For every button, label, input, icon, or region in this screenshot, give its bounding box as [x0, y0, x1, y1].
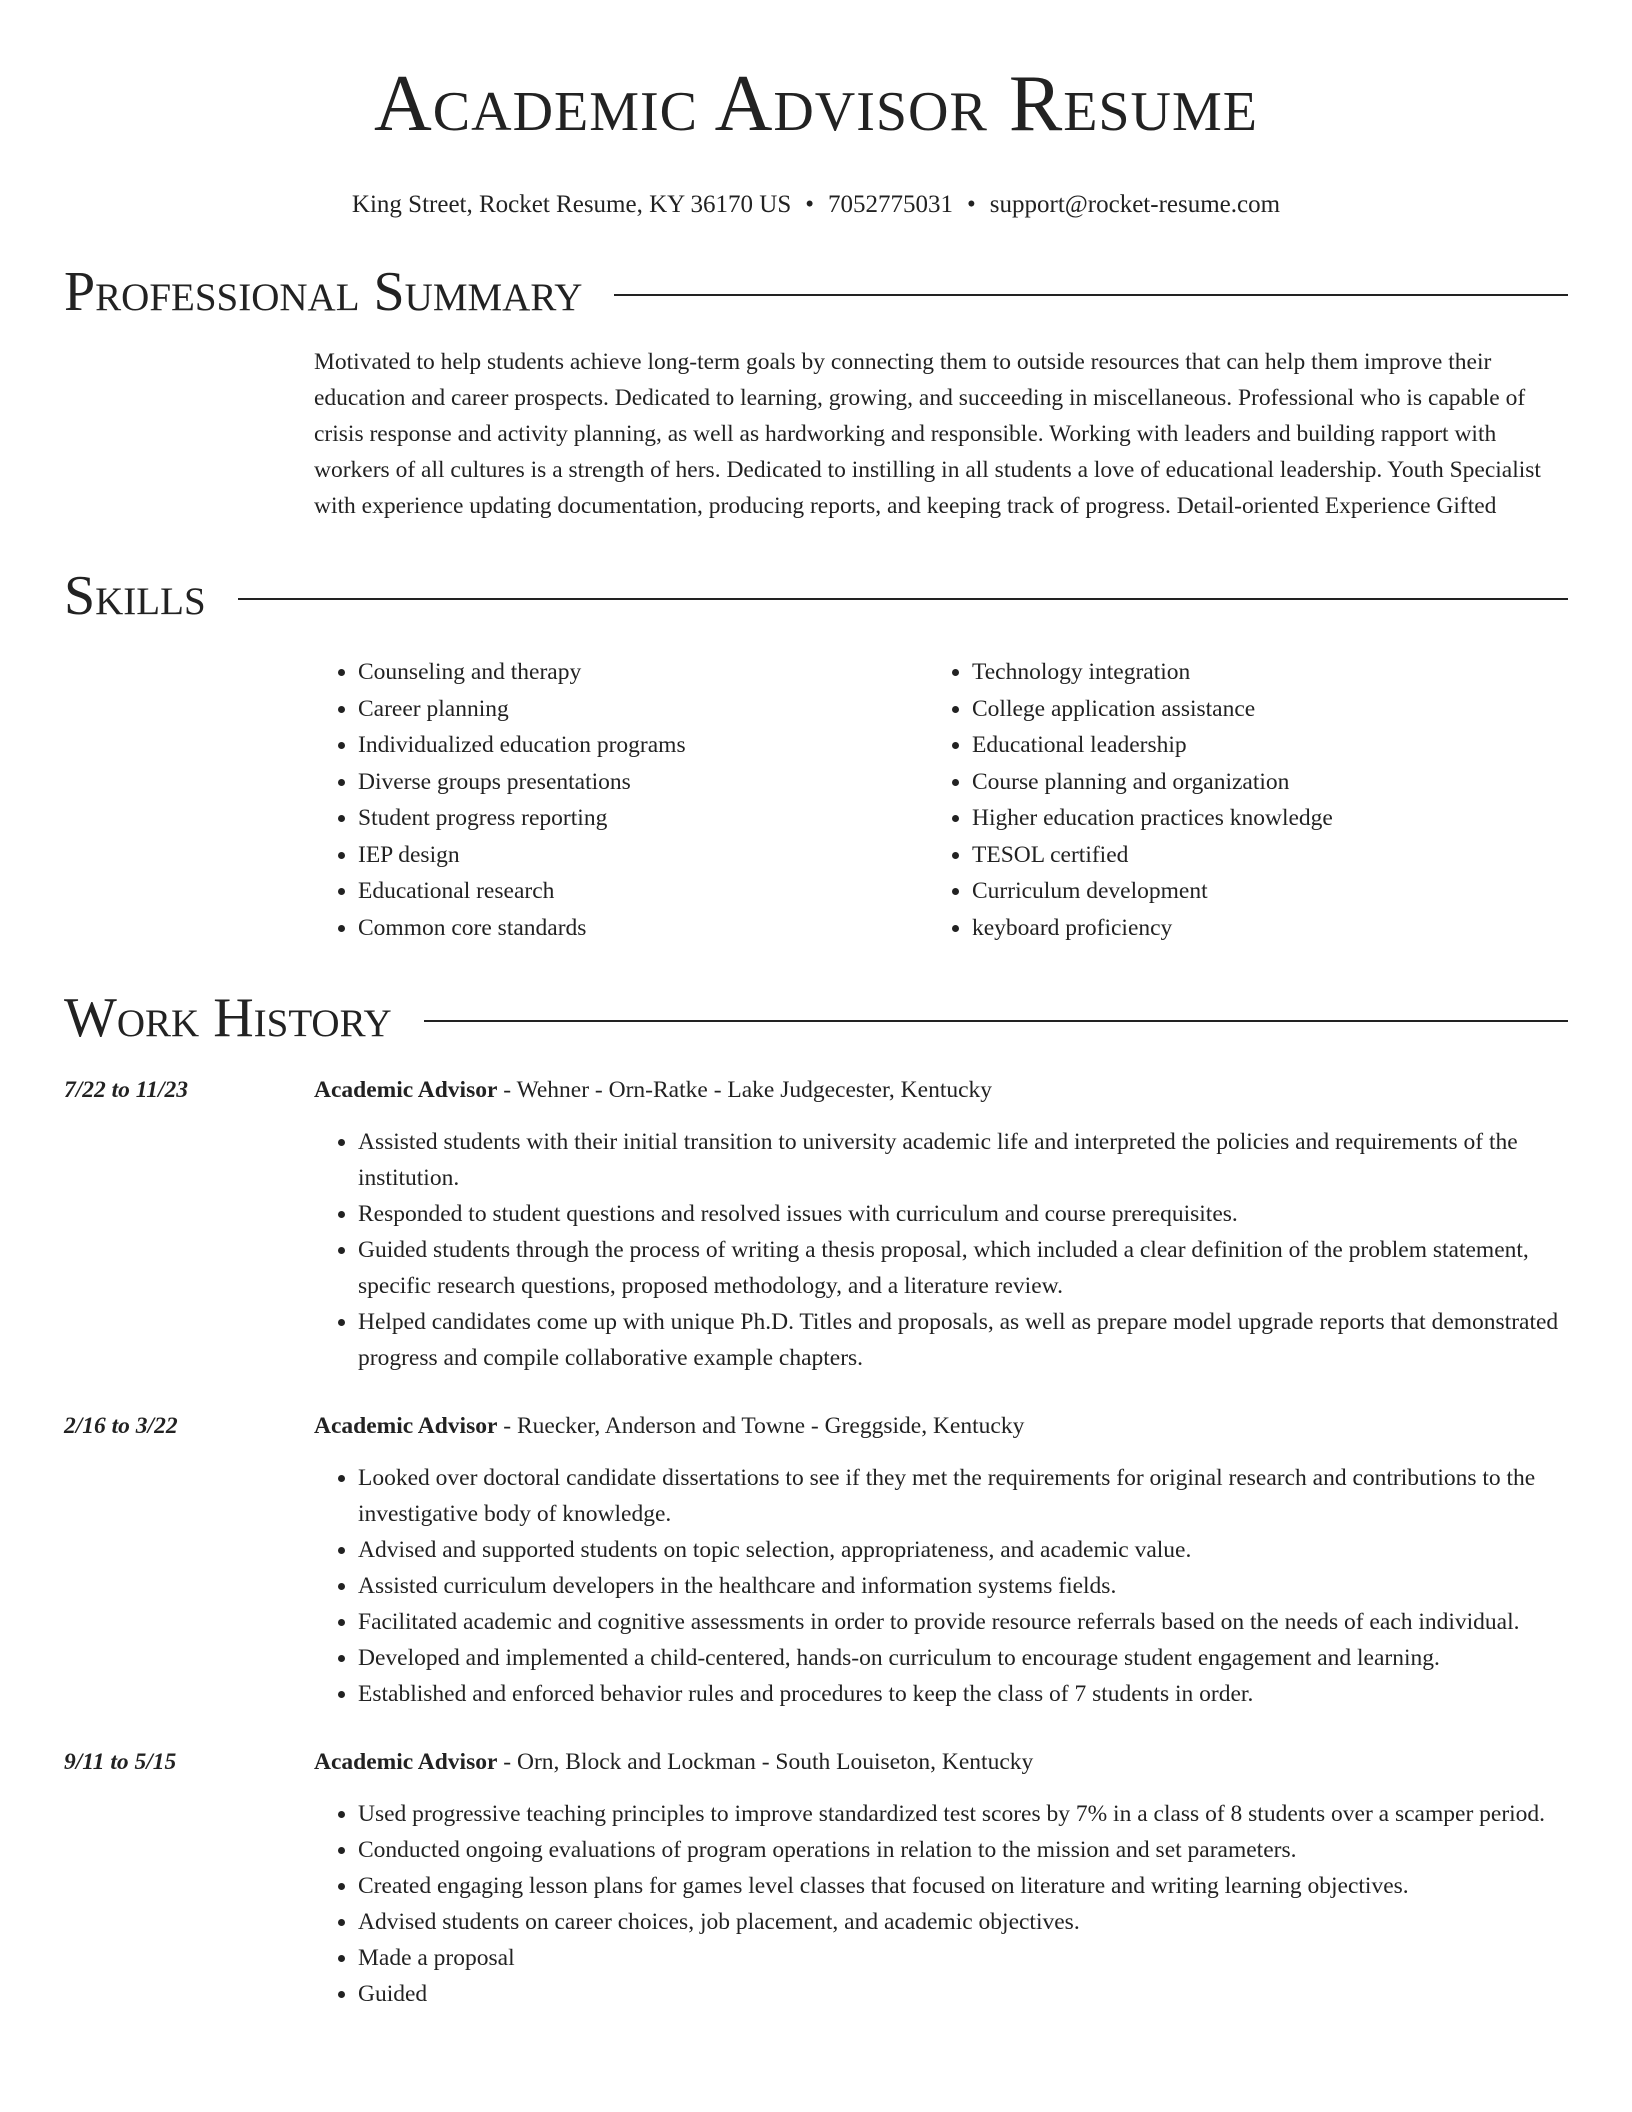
skill-item: • Higher education practices knowledge: [972, 800, 1542, 837]
skill-item: • Course planning and organization: [972, 764, 1542, 801]
job-bullet: • Guided students through the process of writing a thesis proposal, which included a clear definition of the problem statement, specific research questions, proposed methodology, and a literature review.: [358, 1232, 1568, 1304]
job-dates: 9/11 to 5/15: [64, 1749, 177, 1775]
skills-heading: Skills: [64, 565, 206, 627]
job-position: Academic Advisor: [314, 1077, 498, 1103]
skill-item: • Career planning: [358, 691, 928, 728]
job-bullet: • Developed and implemented a child-centered, hands-on curriculum to encourage student engagement and learning.: [358, 1640, 1568, 1676]
job-entry: [64, 1072, 1568, 1376]
job-position: Academic Advisor: [314, 1413, 498, 1439]
job-bullet: • Advised students on career choices, job placement, and academic objectives.: [358, 1904, 1568, 1940]
job-bullet: • Made a proposal: [358, 1940, 1568, 1976]
summary-text: Motivated to help students achieve long-term goals by connecting them to outside resources that can help them improve their education and career prospects. Dedicated to learning, growing, and succeeding in miscellaneous. Professional who is capable of crisis response and activity planning, as well as hardworking and responsible. Working with leaders and building rapport with workers of all cultures is a strength of hers. Dedicated to instilling in all students a love of educational leadership. Youth Specialist with experience updating documentation, producing reports, and keeping track of progress. Detail-oriented Experience Gifted: [314, 349, 1541, 519]
skills-section-header: [64, 566, 1568, 626]
skill-item: • Diverse groups presentations: [358, 764, 928, 801]
skill-item: • IEP design: [358, 837, 928, 874]
job-bullet: • Conducted ongoing evaluations of program operations in relation to the mission and set parameters.: [358, 1832, 1568, 1868]
skills-columns: [314, 654, 1568, 946]
skill-item: • Technology integration: [972, 654, 1542, 691]
job-bullet: • Advised and supported students on topic selection, appropriateness, and academic value.: [358, 1532, 1568, 1568]
job-content: [314, 1408, 1568, 1712]
skill-item: • TESOL certified: [972, 837, 1542, 874]
job-bullet: • Assisted students with their initial transition to university academic life and interpreted the policies and requirements of the institution.: [358, 1124, 1568, 1196]
job-bullets: [314, 1124, 1568, 1376]
job-heading: [314, 1744, 1568, 1780]
contact-separator: •: [967, 191, 976, 218]
resume-title: Academic Advisor Resume: [374, 60, 1258, 148]
job-heading: [314, 1072, 1568, 1108]
skills-list-left: [314, 654, 928, 946]
skill-item: • Curriculum development: [972, 873, 1542, 910]
job-bullet: • Assisted curriculum developers in the healthcare and information systems fields.: [358, 1568, 1568, 1604]
section-divider: [238, 598, 1568, 600]
skill-item: • Counseling and therapy: [358, 654, 928, 691]
job-bullet: • Looked over doctoral candidate dissertations to see if they met the requirements for original research and contributions to the investigative body of knowledge.: [358, 1460, 1568, 1532]
summary-heading: Professional Summary: [64, 261, 583, 323]
contact-email: support@rocket-resume.com: [989, 191, 1281, 218]
contact-separator: •: [805, 191, 814, 218]
job-bullets: [314, 1460, 1568, 1712]
section-divider: [614, 294, 1568, 296]
job-entry: [64, 1744, 1568, 2012]
skill-item: • keyboard proficiency: [972, 910, 1542, 947]
job-details: - Wehner - Orn-Ratke - Lake Judgecester, Kentucky: [497, 1077, 993, 1103]
section-divider: [424, 1020, 1568, 1022]
summary-section-header: [64, 262, 1568, 322]
job-bullets: [314, 1796, 1568, 2012]
job-heading: [314, 1408, 1568, 1444]
job-bullet: • Established and enforced behavior rules and procedures to keep the class of 7 students in order.: [358, 1676, 1568, 1712]
job-bullet: • Created engaging lesson plans for games level classes that focused on literature and writing learning objectives.: [358, 1868, 1568, 1904]
job-dates: 2/16 to 3/22: [64, 1413, 178, 1439]
job-position: Academic Advisor: [314, 1749, 498, 1775]
job-entry: [64, 1408, 1568, 1712]
contact-phone: 7052775031: [828, 191, 953, 218]
contact-line: [64, 190, 1568, 220]
job-bullet: • Guided: [358, 1976, 1568, 2012]
skills-list-right: [928, 654, 1542, 946]
job-bullet: • Facilitated academic and cognitive assessments in order to provide resource referrals based on the needs of each individual.: [358, 1604, 1568, 1640]
job-bullet: • Responded to student questions and resolved issues with curriculum and course prerequisites.: [358, 1196, 1568, 1232]
skill-item: • Common core standards: [358, 910, 928, 947]
work-heading: Work History: [64, 987, 392, 1049]
skill-item: • Student progress reporting: [358, 800, 928, 837]
job-bullet: • Used progressive teaching principles to improve standardized test scores by 7% in a class of 8 students over a scamper period.: [358, 1796, 1568, 1832]
job-content: [314, 1744, 1568, 2012]
contact-address: King Street, Rocket Resume, KY 36170 US: [351, 191, 792, 218]
skill-item: • Educational leadership: [972, 727, 1542, 764]
job-details: - Orn, Block and Lockman - South Louiseton, Kentucky: [497, 1749, 1034, 1775]
skill-item: • Individualized education programs: [358, 727, 928, 764]
job-bullet: • Helped candidates come up with unique Ph.D. Titles and proposals, as well as prepare model upgrade reports that demonstrated progress and compile collaborative example chapters.: [358, 1304, 1568, 1376]
work-section-header: [64, 988, 1568, 1048]
skill-item: • College application assistance: [972, 691, 1542, 728]
job-content: [314, 1072, 1568, 1376]
skill-item: • Educational research: [358, 873, 928, 910]
job-details: - Ruecker, Anderson and Towne - Greggside, Kentucky: [497, 1413, 1025, 1439]
job-dates: 7/22 to 11/23: [64, 1077, 189, 1103]
